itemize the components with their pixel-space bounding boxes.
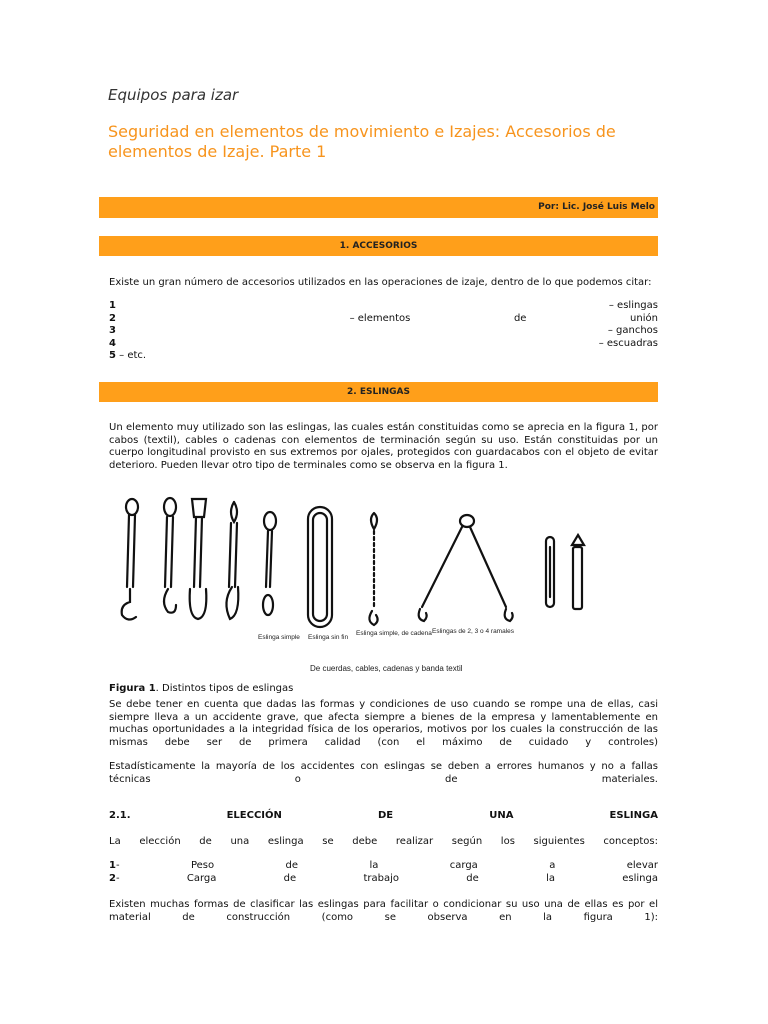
list-item-text: - Peso de la carga a elevar [115, 860, 658, 871]
label-eslinga-cadena: Eslinga simple, de cadena [356, 630, 432, 637]
sling-shackle [190, 499, 207, 619]
heading-word: UNA [489, 810, 514, 821]
heading-word: ELECCIÓN [226, 810, 282, 821]
section-2-heading-text: 2. ESLINGAS [347, 387, 410, 397]
sling-hook-2 [164, 498, 176, 613]
list-item [109, 313, 658, 326]
label-figure-bottom: De cuerdas, cables, cadenas y banda textil [310, 664, 463, 673]
section-2-paragraph-3: Estadísticamente la mayoría de los accidentes con eslingas se deben a errores humanos y no a fallas técnicas o de materiales. [109, 761, 658, 785]
figure-caption-label: Figura 1 [109, 683, 156, 694]
list-item-number: 4 [109, 337, 116, 349]
page-title: Seguridad en elementos de movimiento e Izajes: Accesorios de elementos de Izaje. Parte 1 [108, 122, 616, 161]
kicker-title: Equipos para izar [108, 86, 239, 104]
list-item-number: 5 [109, 350, 116, 362]
heading-word: DE [377, 810, 394, 821]
list-item [109, 300, 658, 313]
list-item [109, 350, 658, 363]
sling-hook-1 [122, 499, 138, 620]
section-2-paragraph-1: Un elemento muy utilizado son las eslingas, las cuales están constituidas como se aprecia en la figura 1, por cabos (textil), cables o cadenas con elementos de terminación según su uso. Están constituidas por un cuerpo longitudinal provisto en sus extremos por ojales, protegidos con guardacabos con el objeto de evitar deterioro. Pueden llevar otro tipo de terminales como se observa en la figura 1. [109, 422, 658, 471]
section-2-paragraph-2: Se debe tener en cuenta que dadas las formas y condiciones de uso cuando se rompe una de ellas, casi siempre lleva a un accidente grave, que afecta siempre a bienes de la empresa y lamentablemente en muchas oportunidades a la integridad física de los operarios, motivos por los cuales la construcción de las mismas debe ser de primera calidad (con el máximo de cuidado y controles) [109, 699, 658, 748]
label-eslinga-sin-fin: Eslinga sin fin [308, 634, 349, 641]
heading-word: ESLINGA [609, 810, 658, 821]
list-item-number: 1 [109, 860, 116, 871]
list-item-text-part: de [513, 312, 527, 324]
concepts-list [109, 860, 658, 885]
list-item-text-part: – elementos [349, 312, 411, 324]
list-item-text: – etc. [119, 350, 147, 362]
list-item [109, 860, 658, 873]
list-item-text: – escuadras [598, 337, 658, 349]
section-1-heading [99, 236, 658, 256]
accessories-list [109, 300, 658, 363]
list-item [109, 873, 658, 886]
list-item-text: – eslingas [608, 300, 658, 311]
list-item-number: 3 [109, 325, 116, 337]
list-item [109, 325, 658, 338]
label-eslingas-ramales: Eslingas de 2, 3 o 4 ramales [432, 628, 515, 635]
figure-caption-text: . Distintos tipos de eslingas [155, 683, 294, 694]
sling-simple [263, 512, 276, 615]
sling-multi-leg [419, 515, 513, 621]
sling-textile [546, 535, 584, 609]
sling-chain [369, 513, 377, 625]
sling-drawings [122, 498, 584, 627]
list-item-number: 2 [109, 872, 116, 884]
heading-word: 2.1. [109, 810, 131, 821]
list-item-text-part: unión [630, 312, 658, 324]
section-2-1-heading [109, 810, 658, 821]
section-1-intro: Existe un gran número de accesorios utilizados en las operaciones de izaje, dentro de lo que podemos citar: [109, 277, 652, 288]
section-2-1-paragraph: Existen muchas formas de clasificar las eslingas para facilitar o condicionar su uso una de ellas es por el material de construcción (como se observa en la figura 1): [109, 899, 658, 923]
list-item-number: 1 [109, 300, 116, 311]
section-2-heading [99, 382, 658, 402]
sling-eye-4 [226, 502, 238, 619]
figure-caption [109, 683, 293, 694]
author-name: Por: Lic. José Luis Melo [538, 202, 655, 212]
list-item-text: – ganchos [607, 325, 658, 337]
author-bar [99, 197, 658, 218]
sling-endless [308, 507, 332, 627]
slings-figure [110, 487, 660, 673]
section-1-heading-text: 1. ACCESORIOS [339, 241, 418, 251]
label-eslinga-simple: Eslinga simple [258, 634, 300, 641]
list-item [109, 338, 658, 351]
figure-labels [258, 628, 515, 673]
list-item-text: - Carga de trabajo de la eslinga [115, 872, 658, 884]
list-item-number: 2 [109, 312, 116, 324]
section-2-1-intro: La elección de una eslinga se debe realizar según los siguientes conceptos: [109, 836, 658, 847]
